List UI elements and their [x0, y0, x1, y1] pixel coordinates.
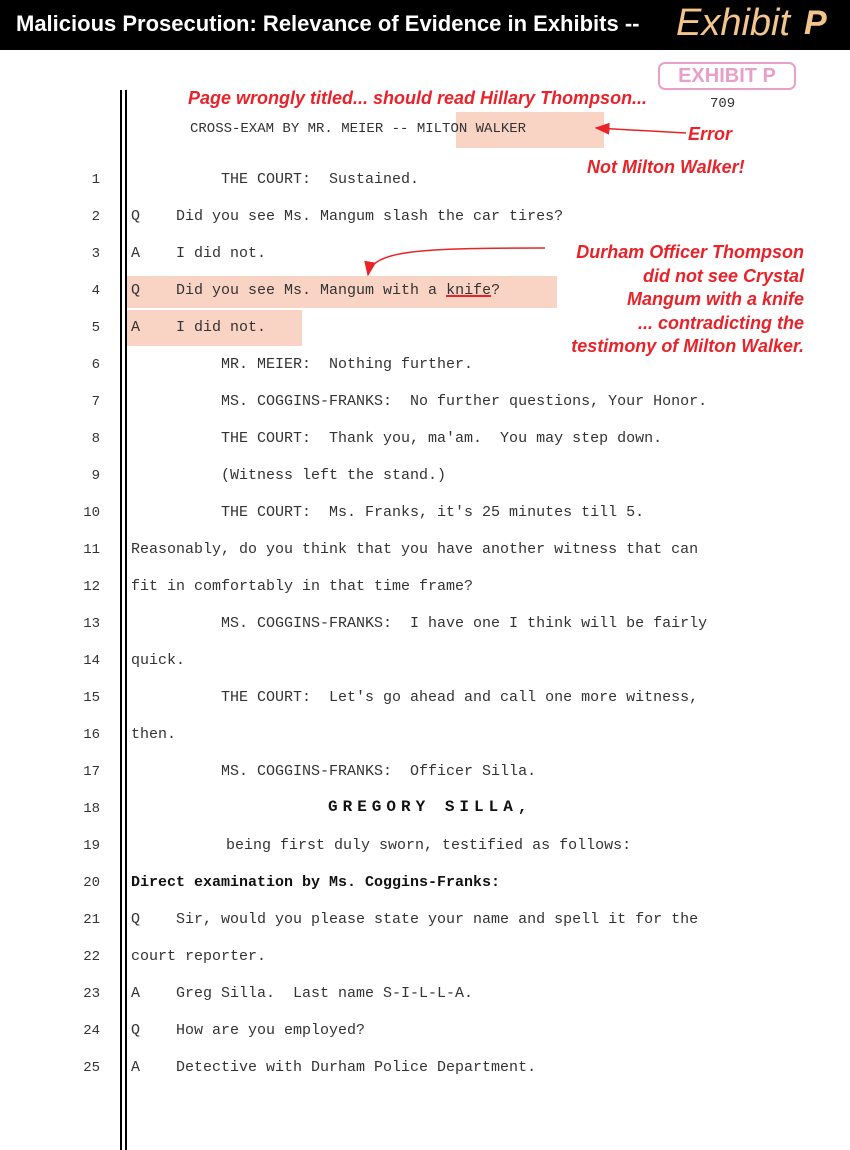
- line-number: 6: [91, 357, 100, 373]
- line-number: 12: [83, 579, 100, 595]
- line-number: 9: [91, 468, 100, 484]
- line-number: 2: [91, 209, 100, 225]
- line-number: 15: [83, 690, 100, 706]
- transcript-line: THE COURT: Ms. Franks, it's 25 minutes till 5.: [131, 504, 645, 521]
- transcript-line: (Witness left the stand.): [131, 467, 447, 484]
- transcript-line: MS. COGGINS-FRANKS: Officer Silla.: [131, 763, 537, 780]
- transcript-line: MR. MEIER: Nothing further.: [131, 356, 474, 373]
- line-number: 17: [83, 764, 100, 780]
- transcript-line: MS. COGGINS-FRANKS: I have one I think will be fairly: [131, 615, 708, 632]
- thompson-note-line: Durham Officer Thompson: [576, 242, 804, 262]
- margin-rule-right: [125, 90, 127, 1150]
- line-number: 18: [83, 801, 100, 817]
- thompson-note-line: testimony of Milton Walker.: [571, 336, 804, 356]
- line-number: 24: [83, 1023, 100, 1039]
- direct-exam-heading: Direct examination by Ms. Coggins-Franks:: [131, 874, 501, 891]
- line-number: 21: [83, 912, 100, 928]
- line-number: 23: [83, 986, 100, 1002]
- line-number: 1: [91, 172, 100, 188]
- transcript-line: court reporter.: [131, 948, 267, 965]
- header-prefix: CROSS-EXAM BY MR. MEIER --: [190, 121, 417, 137]
- transcript-line: Q Sir, would you please state your name and spell it for the: [131, 911, 699, 928]
- transcript-header: [190, 121, 526, 137]
- thompson-note-line: ... contradicting the: [637, 312, 804, 333]
- line-4-after: ?: [491, 282, 501, 299]
- thompson-note: [571, 241, 804, 359]
- transcript-line: A Detective with Durham Police Department.: [131, 1059, 537, 1076]
- transcript-line: MS. COGGINS-FRANKS: No further questions, Your Honor.: [131, 393, 708, 410]
- transcript-page-number: 709: [710, 96, 736, 112]
- line-number: 16: [83, 727, 100, 743]
- transcript-line: Q Did you see Ms. Mangum slash the car tires?: [131, 208, 564, 225]
- line-number: 11: [83, 542, 100, 558]
- transcript-line: [131, 282, 500, 299]
- transcript-line: THE COURT: Sustained.: [131, 171, 420, 188]
- line-number: 19: [83, 838, 100, 854]
- line-number: 22: [83, 949, 100, 965]
- line-number: 20: [83, 875, 100, 891]
- line-number: 5: [91, 320, 100, 336]
- header-witness-name: MILTON WALKER: [416, 121, 527, 137]
- transcript-line: then.: [131, 726, 177, 743]
- knife-word: knife: [446, 282, 492, 299]
- title-note: Page wrongly titled... should read Hillary Thompson...: [188, 88, 648, 108]
- thompson-note-line: did not see Crystal: [642, 265, 804, 286]
- banner-title: Malicious Prosecution: Relevance of Evidence in Exhibits --: [16, 11, 640, 36]
- transcript-line: A I did not.: [131, 245, 267, 262]
- transcript-line: Q How are you employed?: [131, 1022, 366, 1039]
- thompson-arrow: [368, 248, 545, 275]
- line-number: 8: [91, 431, 100, 447]
- transcript-line: being first duly sworn, testified as follows:: [145, 837, 632, 854]
- exhibit-stamp: EXHIBIT P: [658, 62, 796, 90]
- transcript-line: A Greg Silla. Last name S-I-L-L-A.: [131, 985, 474, 1002]
- thompson-note-line: Mangum with a knife: [626, 289, 804, 309]
- line-number: 25: [83, 1060, 100, 1076]
- line-number: 7: [91, 394, 100, 410]
- margin-rule-left: [120, 90, 122, 1150]
- line-number: 13: [83, 616, 100, 632]
- not-milton-note: Not Milton Walker!: [587, 157, 745, 177]
- transcript-line: THE COURT: Let's go ahead and call one more witness,: [131, 689, 699, 706]
- error-label: Error: [688, 124, 733, 144]
- error-arrow: [596, 128, 686, 133]
- transcript-line: fit in comfortably in that time frame?: [131, 578, 474, 595]
- line-number: 10: [83, 505, 100, 521]
- line-number: 3: [91, 246, 100, 262]
- line-4-before: Q Did you see Ms. Mangum with a: [131, 282, 447, 299]
- transcript-line: A I did not.: [131, 319, 267, 336]
- line-number: 14: [83, 653, 100, 669]
- title-banner: [0, 0, 850, 50]
- transcript-line: quick.: [131, 652, 186, 669]
- transcript-line: THE COURT: Thank you, ma'am. You may step down.: [131, 430, 663, 447]
- transcript-line: Reasonably, do you think that you have another witness that can: [131, 541, 699, 558]
- witness-name-heading: GREGORY SILLA,: [328, 798, 533, 816]
- banner-exhibit-letter: P: [804, 4, 827, 42]
- banner-exhibit-word: Exhibit: [676, 2, 791, 44]
- line-number: 4: [91, 283, 100, 299]
